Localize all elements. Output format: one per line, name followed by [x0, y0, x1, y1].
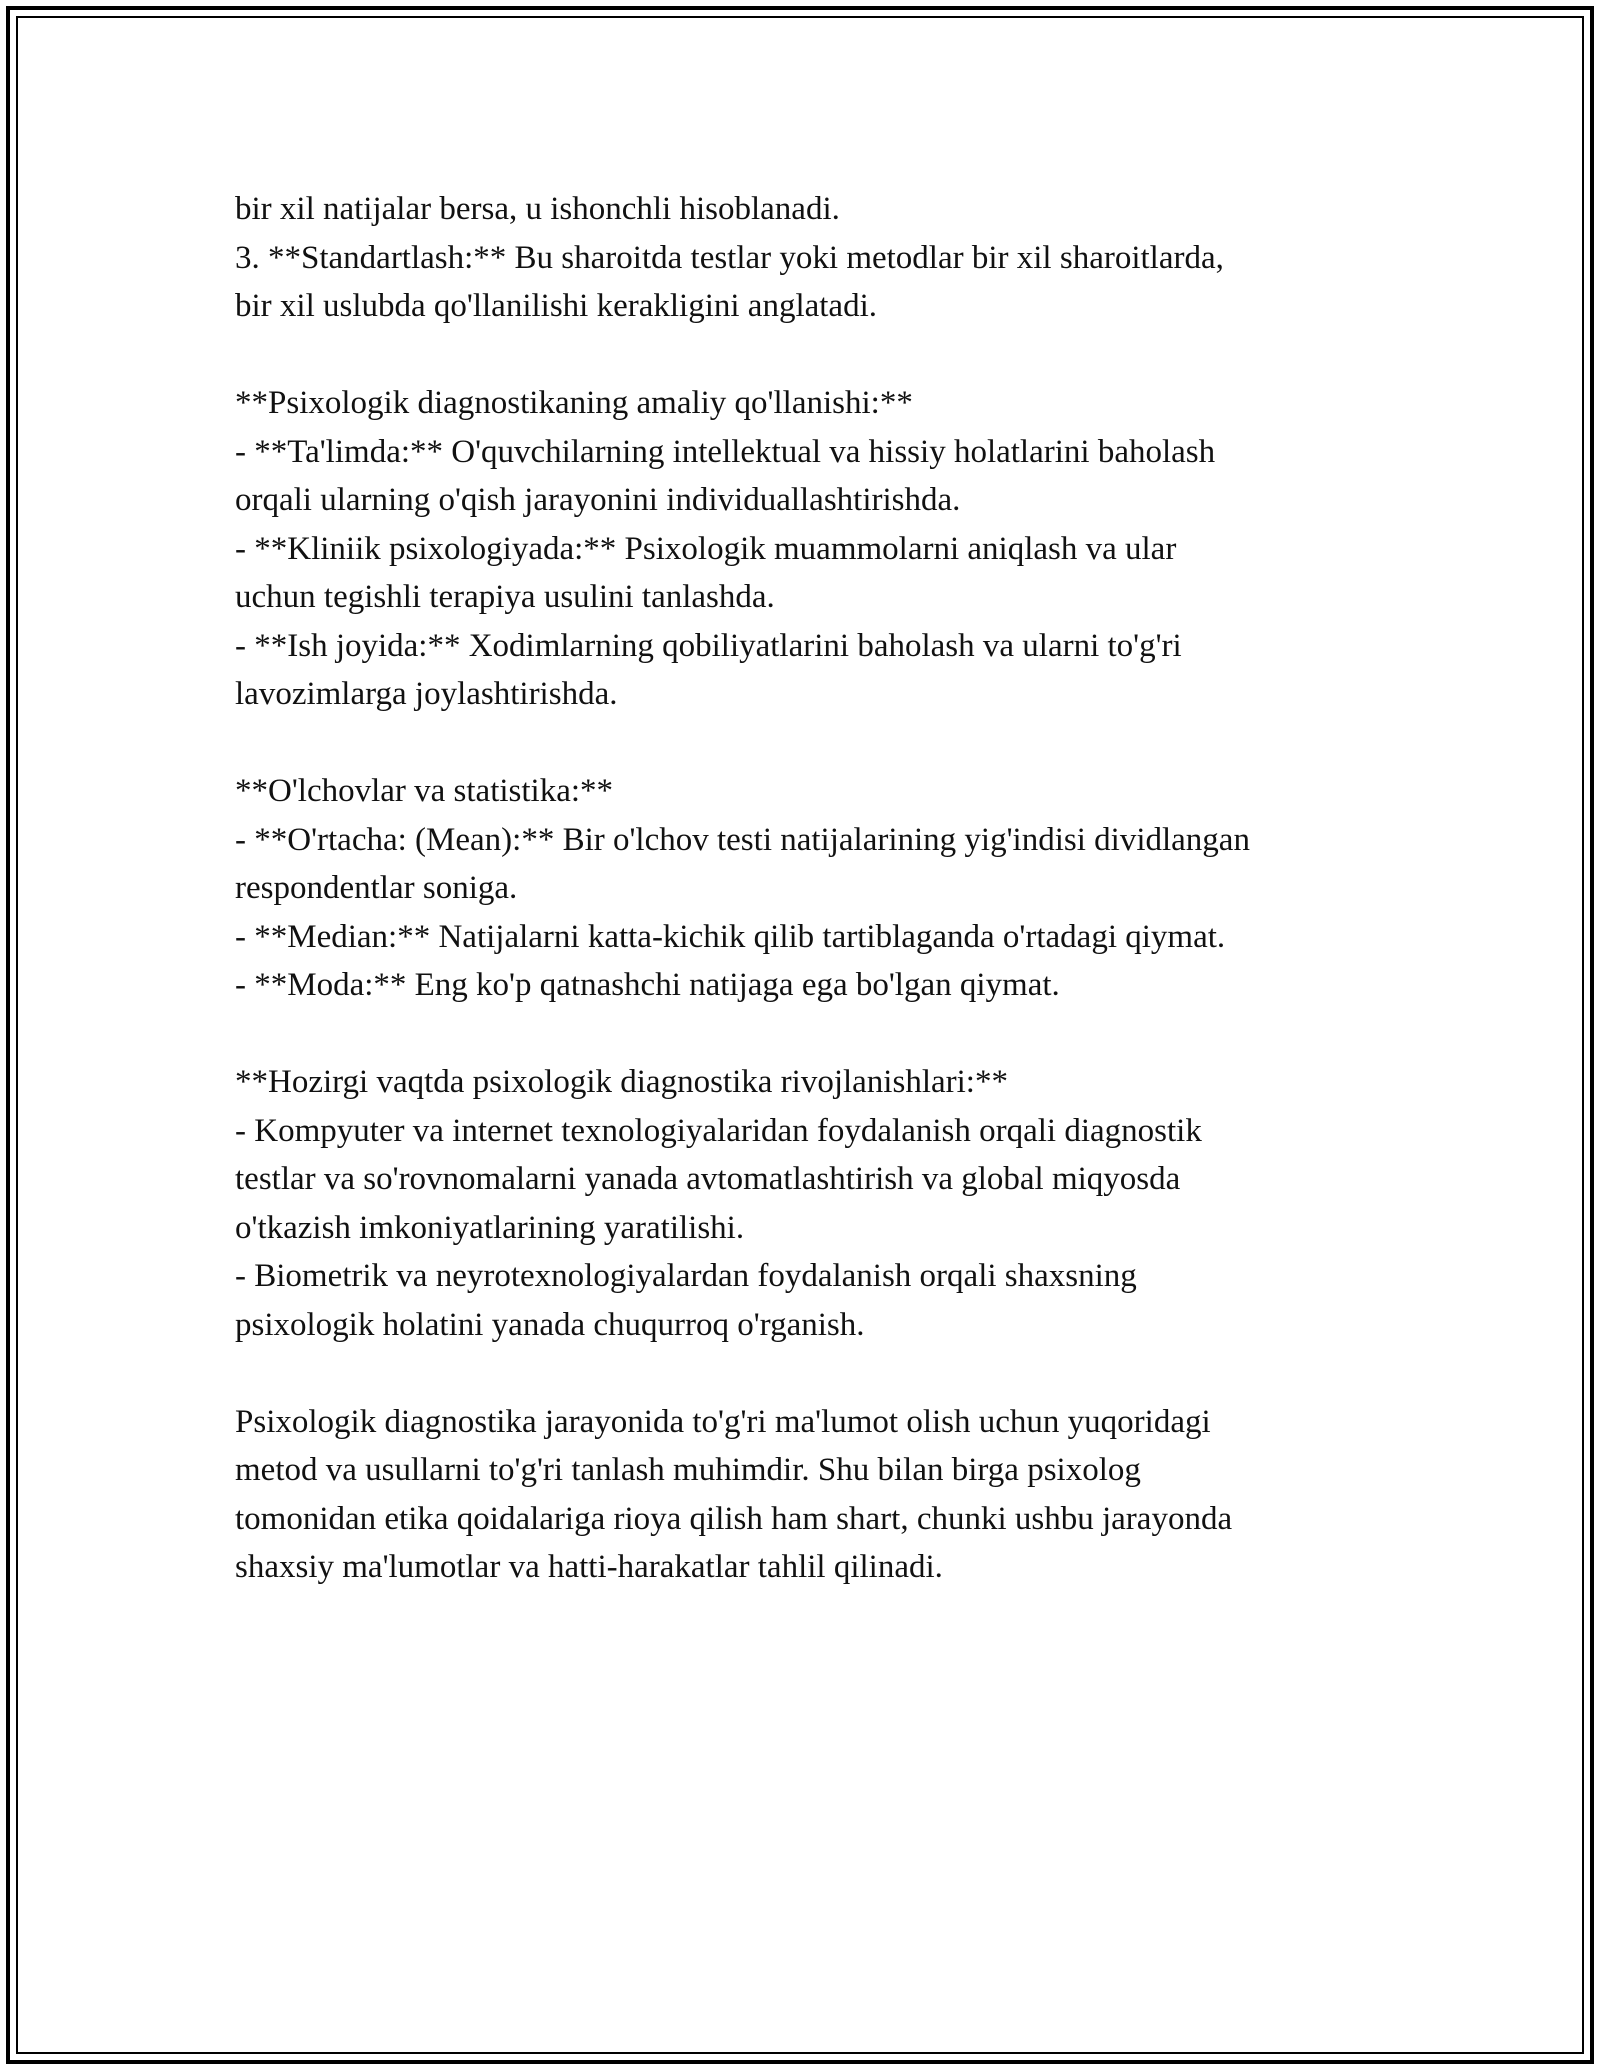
- text-line: 3. **Standartlash:** Bu sharoitda testlar yoki metodlar bir xil sharoitlarda,: [235, 239, 1224, 276]
- document-body: [235, 185, 1415, 1592]
- section-heading: **Hozirgi vaqtda psixologik diagnostika rivojlanishlari:**: [235, 1064, 1008, 1100]
- text-line: - **O'rtacha: (Mean):** Bir o'lchov testi natijalarining yig'indisi dividlangan: [235, 821, 1250, 858]
- text-line: - **Moda:** Eng ko'p qatnashchi natijaga ega bo'lgan qiymat.: [235, 967, 1060, 1003]
- text-line: testlar va so'rovnomalarni yanada avtomatlashtirish va global miqyosda: [235, 1161, 1181, 1197]
- text-line: - Biometrik va neyrotexnologiyalardan foydalanish orqali shaxsning: [235, 1258, 1137, 1294]
- text-line: respondentlar soniga.: [235, 870, 518, 906]
- text-line: bir xil natijalar bersa, u ishonchli hisoblanadi.: [235, 191, 840, 227]
- section-heading: **Psixologik diagnostikaning amaliy qo'llanishi:**: [235, 385, 913, 421]
- text-line: - **Ish joyida:** Xodimlarning qobiliyatlarini baholash va ularni to'g'ri: [235, 627, 1182, 664]
- text-line: bir xil uslubda qo'llanilishi kerakligini anglatadi.: [235, 288, 878, 324]
- text-line: - **Ta'limda:** O'quvchilarning intellektual va hissiy holatlarini baholash: [235, 433, 1216, 470]
- text-line: - **Kliniik psixologiyada:** Psixologik muammolarni aniqlash va ular: [235, 530, 1177, 567]
- text-line: o'tkazish imkoniyatlarining yaratilishi.: [235, 1209, 745, 1246]
- text-line: - Kompyuter va internet texnologiyalaridan foydalanish orqali diagnostik: [235, 1112, 1202, 1149]
- paragraph-gap: [235, 1010, 1415, 1059]
- paragraph-gap: [235, 1349, 1415, 1398]
- text-line: - **Median:** Natijalarni katta-kichik qilib tartiblaganda o'rtadagi qiymat.: [235, 918, 1226, 955]
- text-line: orqali ularning o'qish jarayonini individuallashtirishda.: [235, 482, 961, 518]
- text-line: uchun tegishli terapiya usulini tanlashda.: [235, 579, 775, 615]
- section-heading: **O'lchovlar va statistika:**: [235, 773, 614, 809]
- paragraph-gap: [235, 719, 1415, 768]
- text-line: tomonidan etika qoidalariga rioya qilish ham shart, chunki ushbu jarayonda: [235, 1500, 1233, 1537]
- text-line: metod va usullarni to'g'ri tanlash muhimdir. Shu bilan birga psixolog: [235, 1452, 1141, 1488]
- text-line: Psixologik diagnostika jarayonida to'g'ri ma'lumot olish uchun yuqoridagi: [235, 1403, 1211, 1440]
- text-line: lavozimlarga joylashtirishda.: [235, 676, 618, 712]
- text-line: psixologik holatini yanada chuqurroq o'rganish.: [235, 1306, 865, 1343]
- paragraph-gap: [235, 331, 1415, 380]
- text-line: shaxsiy ma'lumotlar va hatti-harakatlar tahlil qilinadi.: [235, 1549, 943, 1585]
